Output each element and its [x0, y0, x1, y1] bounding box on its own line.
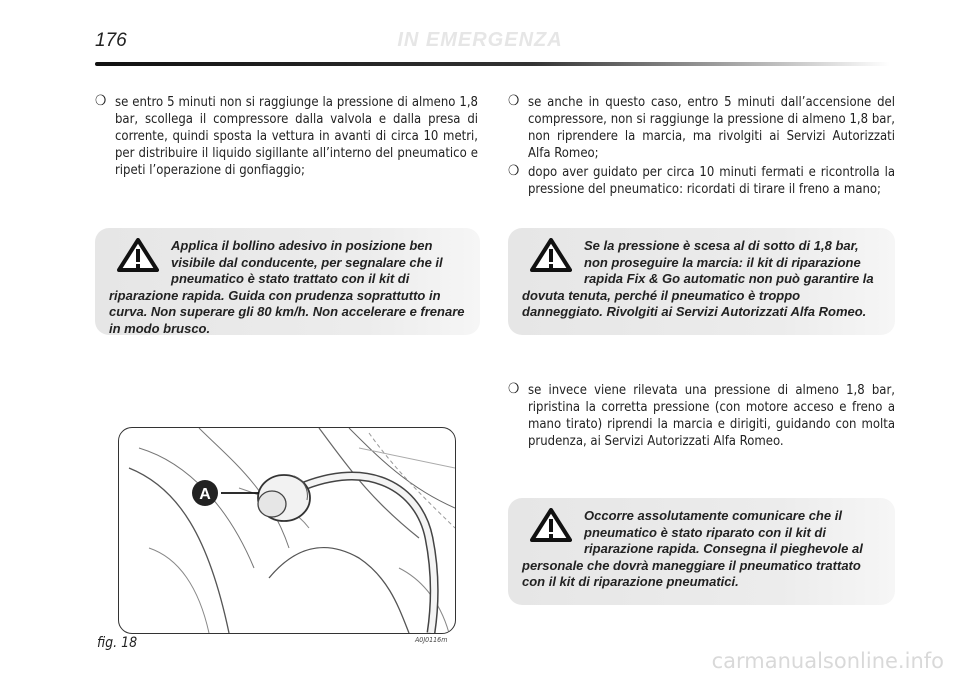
bullet-mark: ❍	[95, 93, 107, 109]
right-bullet-1-text: se anche in questo caso, entro 5 minuti dall’accensione del compressore, non si raggiunge la pressione di almeno 1,8 bar, non riprendere la marcia, ma rivolgiti ai Servizi Autorizzati Alfa Romeo;	[528, 95, 895, 161]
right-warning-box-2	[508, 498, 895, 605]
bullet-mark: ❍	[508, 93, 520, 109]
right-bullet-1	[508, 94, 895, 162]
bullet-mark: ❍	[508, 163, 520, 179]
warning-triangle-icon	[117, 238, 159, 272]
right-bullet-2	[508, 164, 895, 198]
left-warning-box	[95, 228, 480, 335]
warning-triangle-icon	[530, 238, 572, 272]
warning-triangle-icon	[530, 508, 572, 542]
page-number: 176	[95, 30, 127, 51]
right-bullet-3	[508, 382, 895, 450]
right-bullet-3-text: se invece viene rilevata una pressione di almeno 1,8 bar, ripristina la corretta pressione (con motore acceso e freno a mano tirato) riprendi la marcia e dirigiti, guidando con molta prudenza, ai Servizi Autorizzati Alfa Romeo.	[528, 383, 895, 449]
figure-caption: fig. 18	[97, 635, 138, 651]
section-title: IN EMERGENZA	[397, 29, 563, 51]
figure-illustration	[118, 427, 456, 634]
right-warning-1-text: Se la pressione è scesa al di sotto di 1,8 bar, non proseguire la marcia: il kit di riparazione rapida Fix & Go automatic non può garantire la dovuta tenuta, perché il pneumatico è troppo danneggiato. Rivolgiti ai Servizi Autorizzati Alfa Romeo.	[522, 238, 874, 319]
right-bullet-2-text: dopo aver guidato per circa 10 minuti fermati e ricontrolla la pressione del pneumatico: ricordati di tirare il freno a mano;	[528, 165, 895, 197]
callout-label-a: A	[199, 486, 211, 503]
right-warning-2-text: Occorre assolutamente comunicare che il pneumatico è stato riparato con il kit di riparazione rapida. Consegna il pieghevole al personale che dovrà maneggiare il pneumatico trattato con il kit di riparazione pneumatici.	[522, 508, 863, 589]
watermark: carmanualsonline.info	[711, 649, 944, 673]
right-warning-box-1	[508, 228, 895, 335]
bullet-mark: ❍	[508, 381, 520, 397]
left-bullet-1	[95, 94, 478, 179]
left-bullet-1-text: se entro 5 minuti non si raggiunge la pressione di almeno 1,8 bar, scollega il compressore dalla valvola e dalla presa di corrente, quindi sposta la vettura in avanti di circa 10 metri, per distribuire il liquido sigillante all’interno del pneumatico e ripeti l’operazione di gonfiaggio;	[115, 95, 478, 178]
left-warning-text: Applica il bollino adesivo in posizione ben visibile dal conducente, per segnalare che il pneumatico è stato trattato con il kit di riparazione rapida. Guida con prudenza soprattutto in curva. Non superare gli 80 km/h. Non accelerare e frenare in modo brusco.	[109, 238, 465, 336]
header-divider	[95, 62, 890, 66]
compressor-valve-illustration	[119, 428, 455, 633]
figure-code: A0J0116m	[415, 636, 448, 644]
